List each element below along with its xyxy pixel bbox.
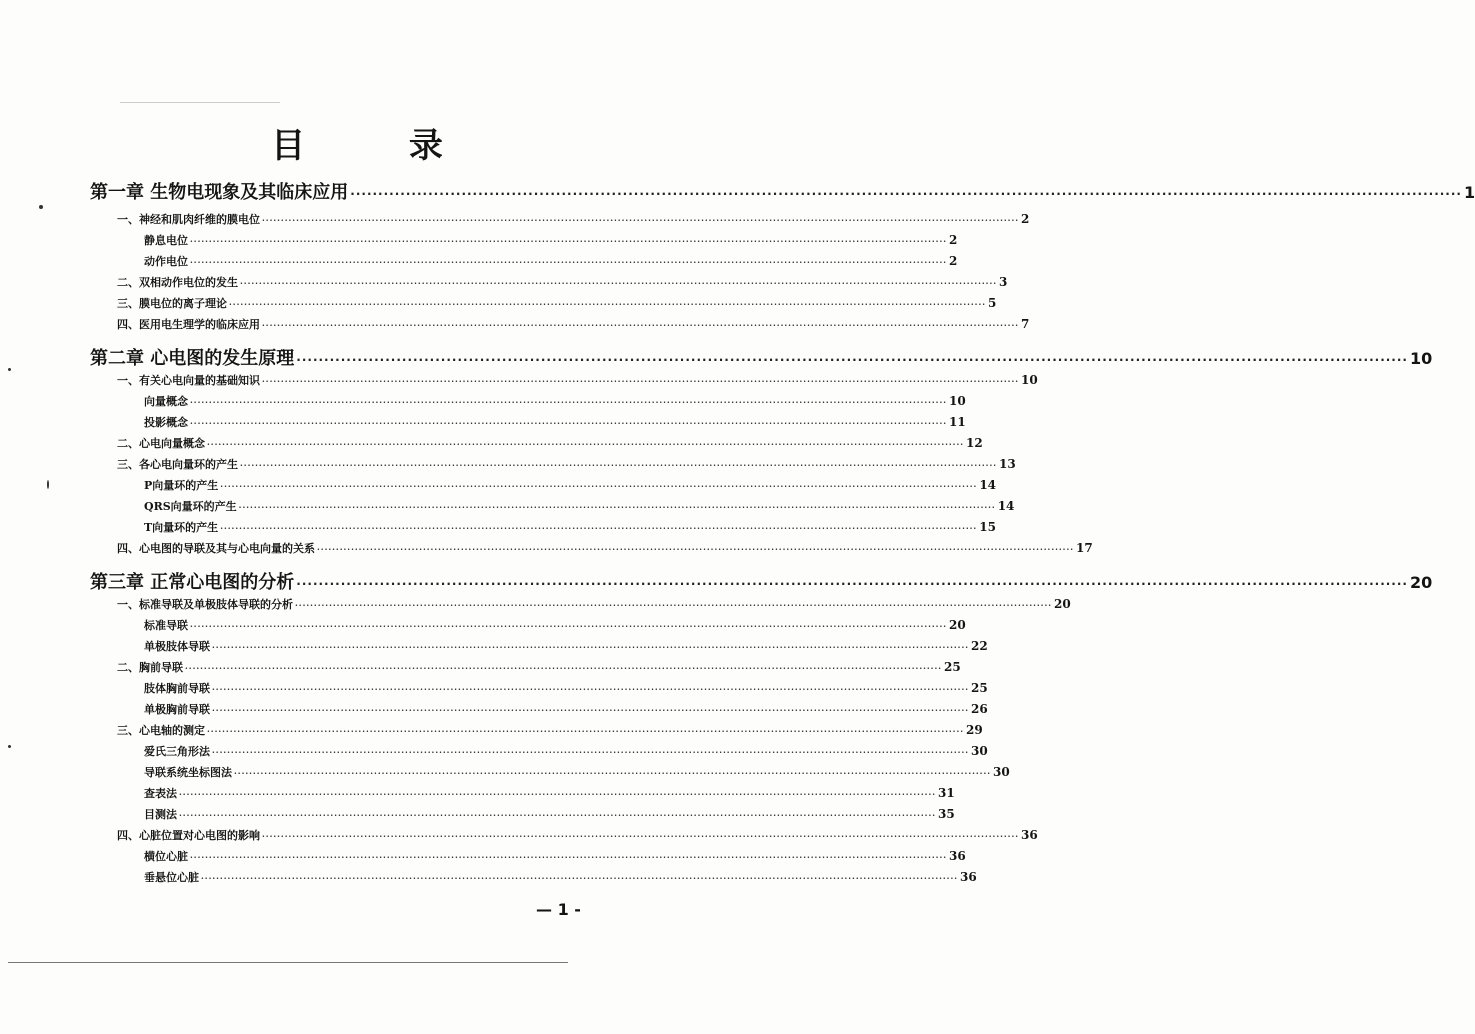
dot-leader: ········································································································································································································ bbox=[190, 257, 948, 267]
toc-entry-page: 3 bbox=[999, 275, 1008, 289]
toc-subsection-entry bbox=[144, 680, 988, 696]
toc-entry-label: 一、标准导联及单极肢体导联的分析 bbox=[117, 598, 293, 611]
toc-entry-page: 35 bbox=[938, 807, 955, 821]
toc-entry-label: 横位心脏 bbox=[144, 850, 188, 863]
toc-entry-label: 三、膜电位的离子理论 bbox=[117, 297, 227, 310]
dot-leader: ········································································································································································································ bbox=[185, 663, 943, 673]
dot-leader: ········································································································································································································ bbox=[190, 236, 948, 246]
toc-subsection-entry bbox=[144, 393, 966, 409]
toc-entry-page: 12 bbox=[966, 436, 983, 450]
toc-entry-label: P向量环的产生 bbox=[144, 479, 219, 492]
scan-speck bbox=[8, 745, 11, 748]
toc-entry-label: 爱氏三角形法 bbox=[144, 745, 210, 758]
toc-chapter-entry bbox=[90, 568, 1433, 594]
dot-leader: ········································································································································································································ bbox=[229, 299, 987, 309]
toc-entry-page: 13 bbox=[999, 457, 1016, 471]
dot-leader: ········································································································································································································ bbox=[262, 376, 1020, 386]
toc-entry-label: 单极胸前导联 bbox=[144, 703, 210, 716]
toc-chapter-entry bbox=[90, 178, 1475, 204]
toc-entry-page: 29 bbox=[966, 723, 983, 737]
toc-entry-label: 动作电位 bbox=[144, 255, 188, 268]
toc-entry-page: 14 bbox=[997, 499, 1015, 513]
toc-entry-page: 25 bbox=[944, 660, 961, 674]
toc-entry-label: 二、双相动作电位的发生 bbox=[117, 276, 238, 289]
toc-entry-page: 15 bbox=[979, 520, 996, 534]
toc-entry-label: 四、心电图的导联及其与心电向量的关系 bbox=[117, 542, 315, 555]
toc-entry-label: 第一章 生物电现象及其临床应用 bbox=[90, 182, 349, 203]
dot-leader: ········································································································································································································ bbox=[190, 418, 948, 428]
toc-entry-label: 垂悬位心脏 bbox=[144, 871, 199, 884]
dot-leader: ········································································································································································································ bbox=[262, 320, 1020, 330]
toc-entry-page: 5 bbox=[988, 296, 997, 310]
toc-entry-label: 二、心电向量概念 bbox=[117, 437, 205, 450]
scan-rule-top bbox=[120, 102, 280, 103]
toc-entry-page: 10 bbox=[949, 394, 966, 408]
dot-leader: ········································································································································································································ bbox=[240, 278, 998, 288]
toc-entry-label: 目测法 bbox=[144, 808, 177, 821]
dot-leader: ········································································································································································································ bbox=[212, 705, 970, 715]
dot-leader: ········································································································································································································ bbox=[201, 873, 959, 883]
toc-subsection-entry bbox=[144, 743, 988, 759]
toc-entry-label: 三、各心电向量环的产生 bbox=[117, 458, 238, 471]
toc-section-entry bbox=[117, 540, 1093, 556]
toc-entry-page: 20 bbox=[949, 618, 966, 632]
toc-entry-page: 25 bbox=[971, 681, 988, 695]
toc-subsection-entry bbox=[144, 785, 955, 801]
toc-entry-page: 31 bbox=[938, 786, 955, 800]
toc-entry-page: 20 bbox=[1054, 597, 1071, 611]
toc-section-entry bbox=[117, 435, 983, 451]
toc-entry-label: 第二章 心电图的发生原理 bbox=[90, 348, 295, 369]
dot-leader: ········································································································································································································ bbox=[207, 439, 965, 449]
dot-leader: ········································································································································································································ bbox=[190, 852, 948, 862]
toc-section-entry bbox=[117, 274, 1008, 290]
toc-subsection-entry bbox=[144, 498, 1015, 514]
toc-subsection-entry bbox=[144, 414, 966, 430]
dot-leader: ········································································································································································································ bbox=[212, 642, 970, 652]
toc-entry-page: 7 bbox=[1021, 317, 1030, 331]
toc-entry-page: 36 bbox=[949, 849, 966, 863]
toc-section-entry bbox=[117, 596, 1071, 612]
toc-entry-label: 肢体胸前导联 bbox=[144, 682, 210, 695]
page-number: — 1 - bbox=[536, 900, 581, 919]
toc-entry-label: 四、心脏位置对心电图的影响 bbox=[117, 829, 260, 842]
toc-entry-label: 静息电位 bbox=[144, 234, 188, 247]
toc-entry-label: 导联系统坐标图法 bbox=[144, 766, 232, 779]
toc-entry-page: 22 bbox=[971, 639, 988, 653]
toc-entry-label: 第三章 正常心电图的分析 bbox=[90, 572, 295, 593]
dot-leader: ········································································································································································································ bbox=[262, 215, 1020, 225]
toc-entry-label: 投影概念 bbox=[144, 416, 188, 429]
toc-subsection-entry bbox=[144, 806, 955, 822]
toc-subsection-entry bbox=[144, 638, 988, 654]
dot-leader: ········································································································································································································ bbox=[220, 523, 978, 533]
dot-leader: ········································································································································································································ bbox=[238, 502, 996, 512]
dot-leader: ········································································································································································································ bbox=[350, 187, 1462, 201]
dot-leader: ········································································································································································································ bbox=[190, 397, 948, 407]
dot-leader: ········································································································································································································ bbox=[296, 353, 1408, 367]
dot-leader: ········································································································································································································ bbox=[262, 831, 1020, 841]
toc-entry-page: 10 bbox=[1409, 349, 1433, 368]
toc-entry-page: 2 bbox=[949, 233, 958, 247]
toc-entry-label: 三、心电轴的测定 bbox=[117, 724, 205, 737]
toc-section-entry bbox=[117, 295, 997, 311]
toc-entry-page: 36 bbox=[960, 870, 977, 884]
toc-entry-page: 10 bbox=[1021, 373, 1038, 387]
toc-entry-page: 1 bbox=[1463, 183, 1475, 202]
toc-subsection-entry bbox=[144, 232, 958, 248]
toc-chapter-entry bbox=[90, 344, 1433, 370]
toc-entry-page: 30 bbox=[971, 744, 988, 758]
toc-subsection-entry bbox=[144, 617, 966, 633]
toc-subsection-entry bbox=[144, 869, 977, 885]
toc-entry-page: 30 bbox=[993, 765, 1010, 779]
dot-leader: ········································································································································································································ bbox=[207, 726, 965, 736]
toc-subsection-entry bbox=[144, 253, 958, 269]
dot-leader: ········································································································································································································ bbox=[295, 600, 1053, 610]
toc-section-entry bbox=[117, 827, 1038, 843]
toc-entry-label: QRS向量环的产生 bbox=[144, 500, 237, 513]
dot-leader: ········································································································································································································ bbox=[317, 544, 1075, 554]
toc-subsection-entry bbox=[144, 764, 1010, 780]
dot-leader: ········································································································································································································ bbox=[212, 684, 970, 694]
scan-speck bbox=[47, 480, 49, 489]
toc-section-entry bbox=[117, 456, 1016, 472]
toc-entry-page: 2 bbox=[1021, 212, 1030, 226]
toc-section-entry bbox=[117, 659, 961, 675]
toc-subsection-entry bbox=[144, 477, 997, 493]
toc-entry-label: 二、胸前导联 bbox=[117, 661, 183, 674]
toc-section-entry bbox=[117, 372, 1038, 388]
page-title: 目 录 bbox=[271, 126, 489, 166]
dot-leader: ········································································································································································································ bbox=[190, 621, 948, 631]
dot-leader: ········································································································································································································ bbox=[212, 747, 970, 757]
scan-rule-bottom bbox=[8, 962, 568, 963]
toc-entry-page: 2 bbox=[949, 254, 958, 268]
toc-section-entry bbox=[117, 211, 1030, 227]
dot-leader: ········································································································································································································ bbox=[220, 481, 978, 491]
toc-entry-page: 36 bbox=[1021, 828, 1038, 842]
toc-section-entry bbox=[117, 722, 983, 738]
scan-speck bbox=[8, 368, 11, 371]
dot-leader: ········································································································································································································ bbox=[179, 810, 937, 820]
toc-entry-page: 17 bbox=[1076, 541, 1093, 555]
dot-leader: ········································································································································································································ bbox=[234, 768, 992, 778]
toc-entry-label: 一、神经和肌肉纤维的膜电位 bbox=[117, 213, 260, 226]
toc-subsection-entry bbox=[144, 701, 988, 717]
toc-entry-page: 26 bbox=[971, 702, 988, 716]
toc-section-entry bbox=[117, 316, 1030, 332]
toc-entry-label: 四、医用电生理学的临床应用 bbox=[117, 318, 260, 331]
dot-leader: ········································································································································································································ bbox=[240, 460, 998, 470]
toc-entry-label: 查表法 bbox=[144, 787, 177, 800]
toc-entry-label: 标准导联 bbox=[144, 619, 188, 632]
toc-entry-page: 11 bbox=[949, 415, 966, 429]
toc-subsection-entry bbox=[144, 519, 996, 535]
toc-entry-page: 14 bbox=[979, 478, 997, 492]
scan-speck bbox=[39, 205, 43, 209]
toc-entry-label: 一、有关心电向量的基础知识 bbox=[117, 374, 260, 387]
dot-leader: ········································································································································································································ bbox=[296, 577, 1408, 591]
toc-subsection-entry bbox=[144, 848, 966, 864]
toc-entry-page: 20 bbox=[1409, 573, 1433, 592]
dot-leader: ········································································································································································································ bbox=[179, 789, 937, 799]
toc-entry-label: 单极肢体导联 bbox=[144, 640, 210, 653]
toc-entry-label: 向量概念 bbox=[144, 395, 188, 408]
toc-entry-label: T向量环的产生 bbox=[144, 521, 219, 534]
